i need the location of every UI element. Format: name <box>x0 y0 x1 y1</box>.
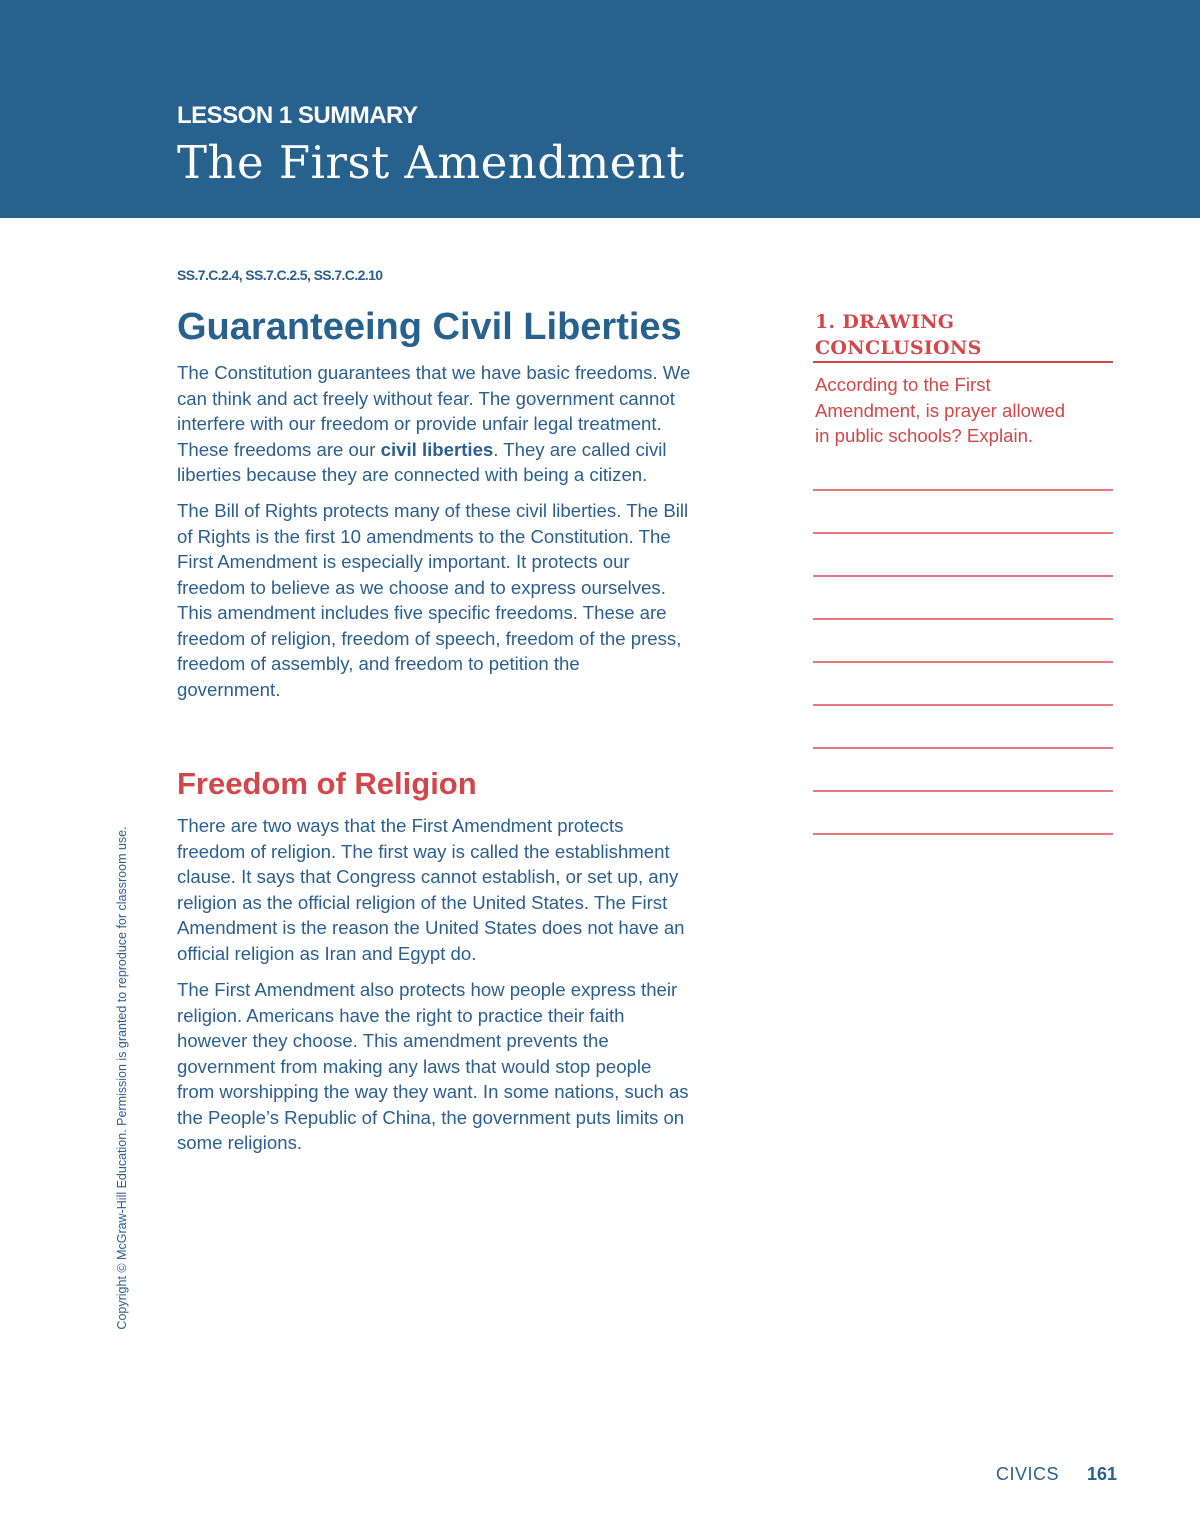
text-segment: . They are called civil <box>493 438 667 460</box>
text-segment: freedom of religion. The first way is called the establishment <box>177 840 670 862</box>
text-segment: government from making any laws that would stop people <box>177 1055 652 1077</box>
paragraph <box>177 360 777 488</box>
text-line <box>177 1028 777 1054</box>
text-segment: religion. Americans have the right to practice their faith <box>177 1004 625 1026</box>
text-line <box>177 411 777 437</box>
paragraph <box>177 813 777 966</box>
text-segment: can think and act freely without fear. The government cannot <box>177 387 675 409</box>
page-number: 161 <box>1087 1464 1118 1484</box>
text-line <box>177 977 777 1003</box>
answer-line[interactable] <box>813 661 1113 663</box>
text-line <box>177 890 777 916</box>
text-line <box>177 524 777 550</box>
text-segment: First Amendment is especially important. It protects our <box>177 551 630 572</box>
text-segment: official religion as Iran and Egypt do. <box>177 942 477 964</box>
copyright-notice: Copyright © McGraw-Hill Education. Permission is granted to reproduce for classroom use. <box>115 826 129 1330</box>
text-line <box>177 941 777 967</box>
text-line <box>177 600 777 626</box>
text-segment: These freedoms are our <box>177 438 381 460</box>
question-heading-line: 1. DRAWING <box>815 311 955 333</box>
section-heading-freedom-of-religion: Freedom of Religion <box>177 766 477 801</box>
section-heading-civil-liberties: Guaranteeing Civil Liberties <box>177 306 682 348</box>
text-segment: clause. It says that Congress cannot establish, or set up, any <box>177 866 679 887</box>
text-line <box>177 575 777 601</box>
lesson-kicker: LESSON 1 SUMMARY <box>177 102 418 129</box>
text-segment: This amendment includes five specific freedoms. These are <box>177 602 667 623</box>
lesson-title: The First Amendment <box>177 136 685 189</box>
text-segment: freedom of religion, freedom of speech, freedom of the press, <box>177 627 682 649</box>
key-term: civil liberties <box>380 438 494 460</box>
text-line <box>177 1003 777 1029</box>
lesson-banner <box>0 0 1200 218</box>
text-segment: The First Amendment also protects how people express their <box>177 979 678 1000</box>
text-segment: Amendment is the reason the United States does not have an <box>177 917 685 938</box>
text-segment: of Rights is the first 10 amendments to the Constitution. The <box>177 525 671 547</box>
text-segment: however they choose. This amendment prevents the <box>177 1030 609 1051</box>
text-segment: There are two ways that the First Amendment protects <box>177 815 624 836</box>
text-line <box>177 360 777 386</box>
answer-line[interactable] <box>813 790 1113 792</box>
text-line <box>177 549 777 575</box>
text-line <box>177 498 777 524</box>
question-divider <box>813 361 1113 363</box>
question-heading-line: CONCLUSIONS <box>815 337 982 359</box>
text-line <box>177 813 777 839</box>
footer-subject: CIVICS <box>996 1464 1060 1484</box>
standards-codes: SS.7.C.2.4, SS.7.C.2.5, SS.7.C.2.10 <box>177 267 383 283</box>
text-segment: some religions. <box>177 1132 303 1153</box>
text-segment: freedom of assembly, and freedom to petition the <box>177 653 580 674</box>
text-line <box>177 677 777 703</box>
answer-line[interactable] <box>813 575 1113 577</box>
text-line <box>177 1130 777 1156</box>
text-line <box>177 1054 777 1080</box>
text-line <box>177 626 777 652</box>
text-line <box>177 1079 777 1105</box>
answer-line[interactable] <box>813 618 1113 620</box>
answer-line[interactable] <box>813 704 1113 706</box>
answer-line[interactable] <box>813 532 1113 534</box>
text-line <box>177 839 777 865</box>
text-segment: liberties because they are connected with being a citizen. <box>177 464 648 485</box>
text-line <box>177 437 777 463</box>
question-prompt <box>815 372 1115 449</box>
text-segment: The Bill of Rights protects many of these civil liberties. The Bill <box>177 500 689 521</box>
text-line <box>177 462 777 488</box>
prompt-line: in public schools? Explain. <box>815 425 1034 446</box>
answer-line[interactable] <box>813 489 1113 491</box>
question-heading <box>815 309 1115 361</box>
text-line <box>177 1105 777 1131</box>
text-line <box>177 386 777 412</box>
text-segment: government. <box>177 678 281 700</box>
text-line <box>177 864 777 890</box>
prompt-line: According to the First <box>815 374 991 395</box>
text-segment: from worshipping the way they want. In some nations, such as <box>177 1081 689 1102</box>
text-segment: interfere with our freedom or provide unfair legal treatment. <box>177 413 662 434</box>
text-segment: freedom to believe as we choose and to express ourselves. <box>177 576 666 598</box>
text-line <box>177 915 777 941</box>
text-line <box>177 651 777 677</box>
paragraph <box>177 977 777 1156</box>
prompt-line: Amendment, is prayer allowed <box>815 399 1066 421</box>
text-segment: religion as the official religion of the United States. The First <box>177 891 668 913</box>
answer-line[interactable] <box>813 833 1113 835</box>
text-segment: The Constitution guarantees that we have basic freedoms. We <box>177 362 691 383</box>
answer-line[interactable] <box>813 747 1113 749</box>
text-segment: the People’s Republic of China, the government puts limits on <box>177 1106 685 1128</box>
paragraph <box>177 498 777 702</box>
